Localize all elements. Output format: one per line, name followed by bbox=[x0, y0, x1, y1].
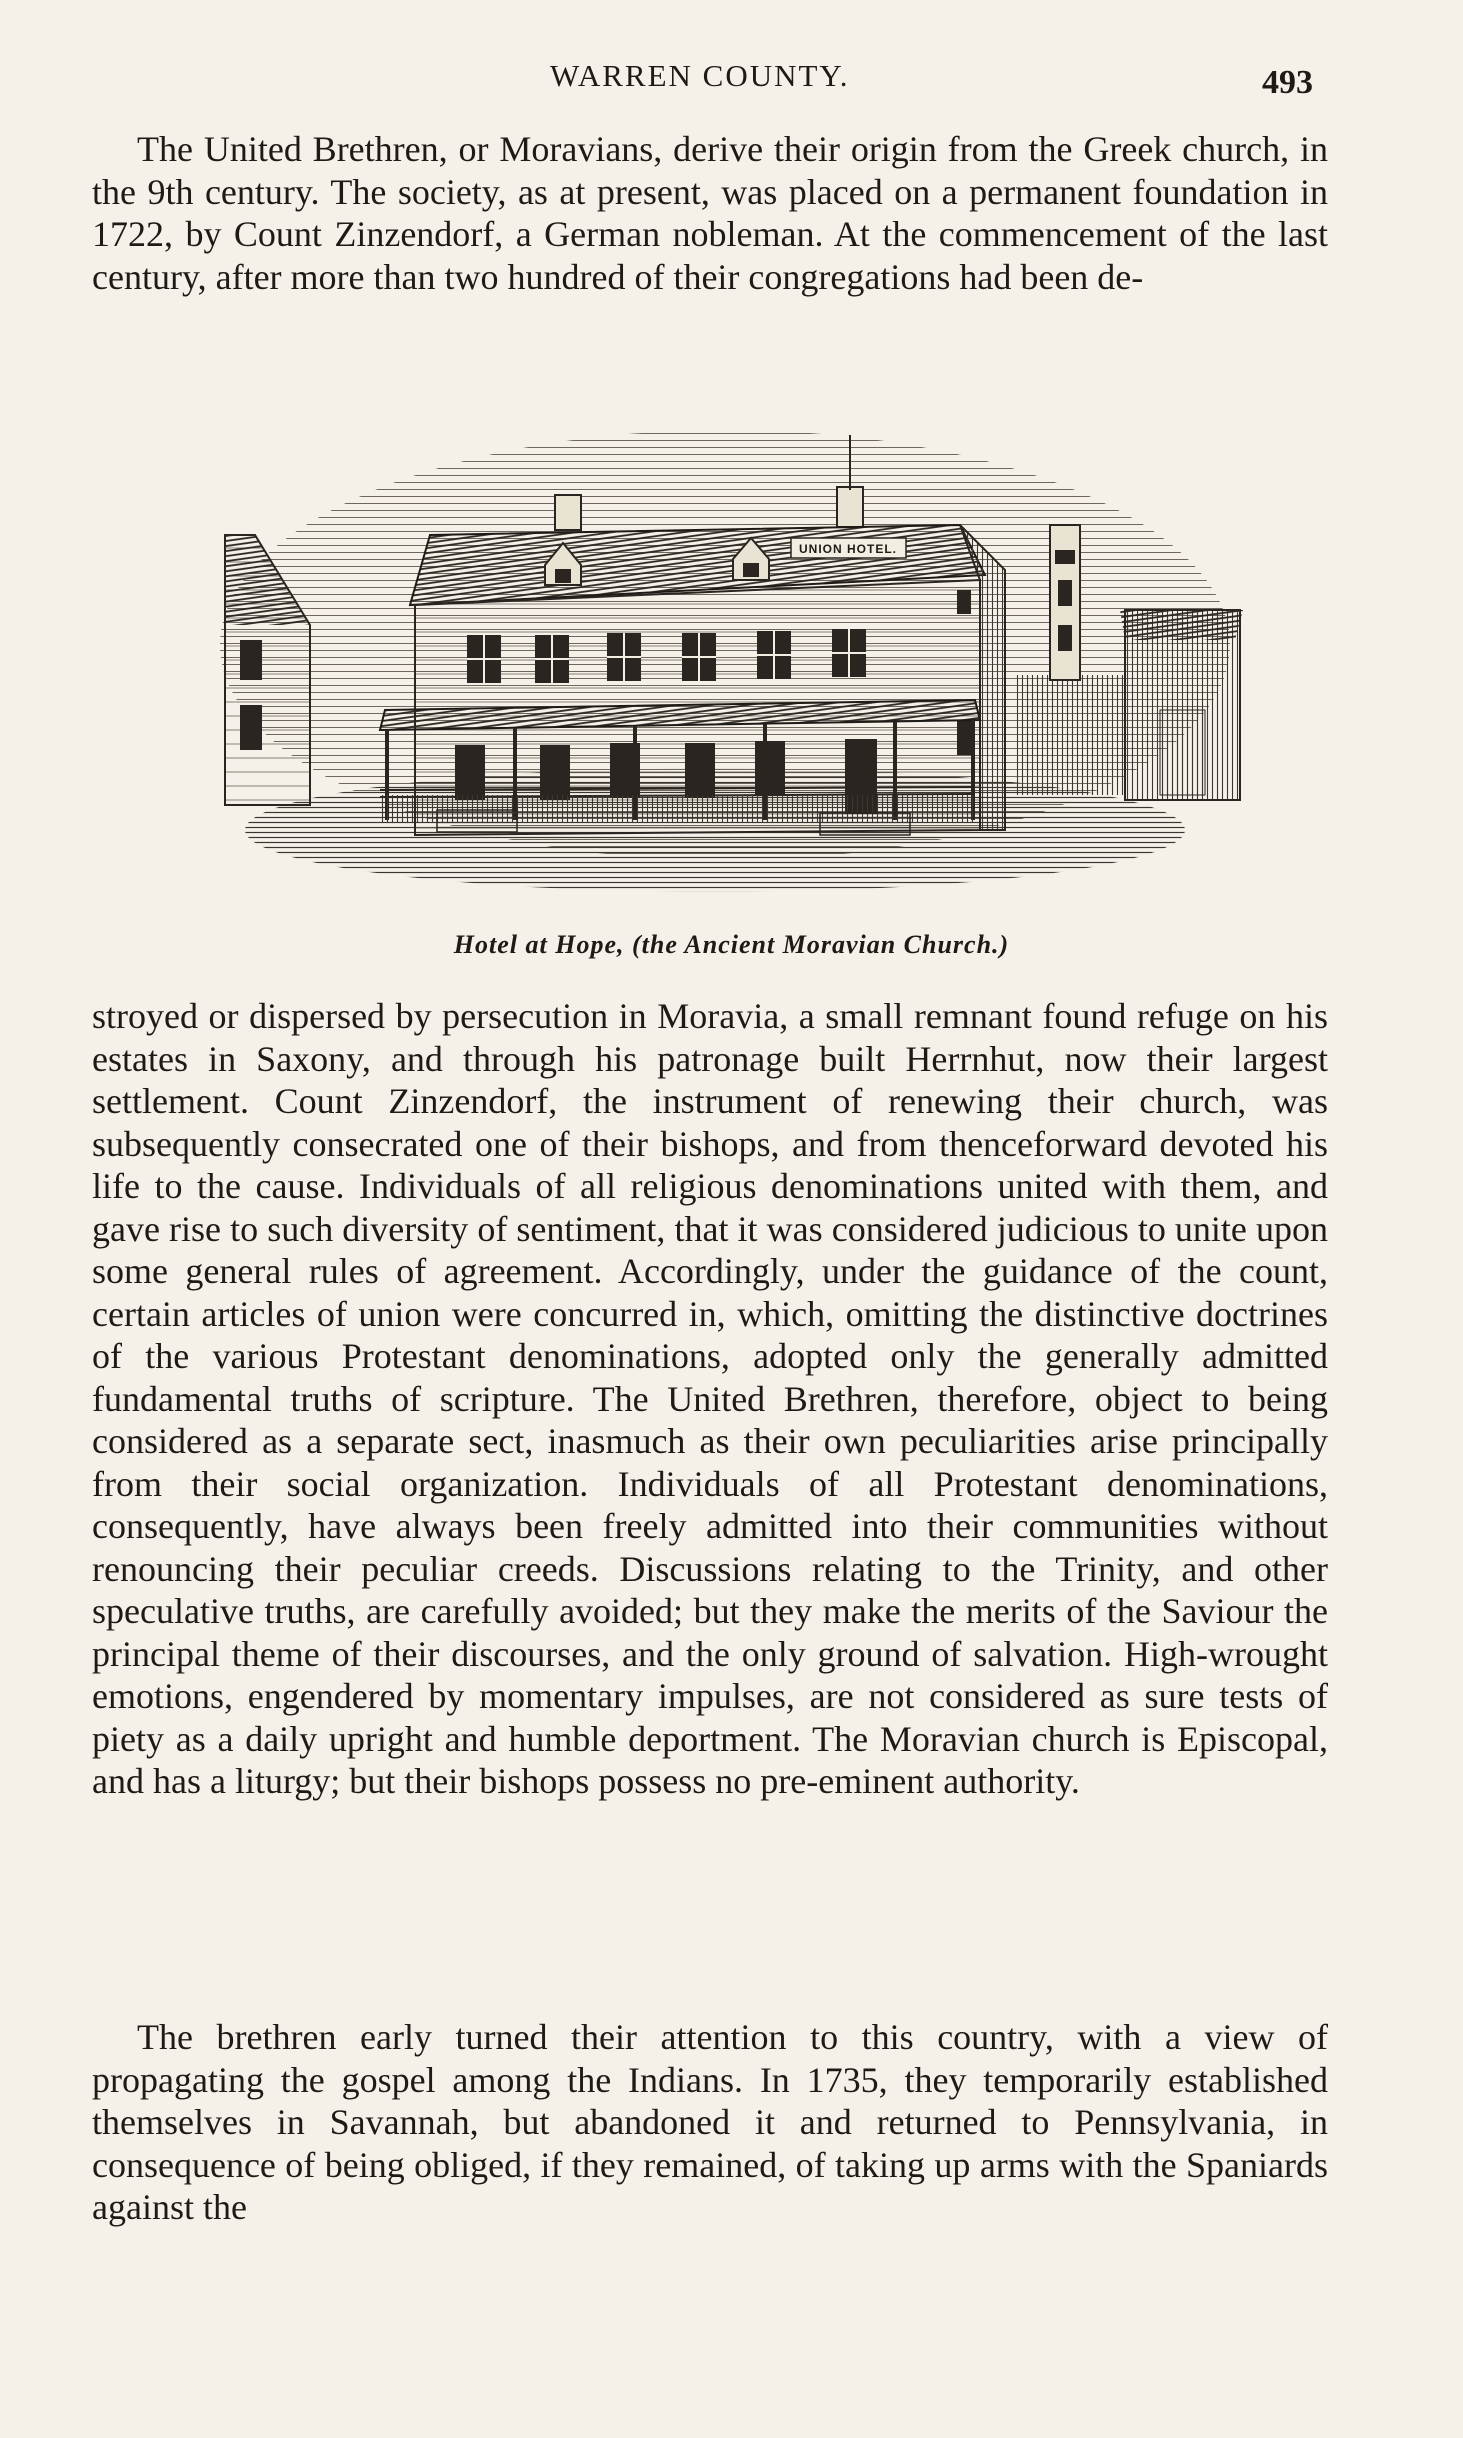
paragraph-3 bbox=[92, 2016, 1328, 2229]
paragraph-1-text: The United Brethren, or Moravians, derive their origin from the Greek church, in the 9th century. The society, as at present, was placed on a permanent foundation in 1722, by Count Zinzendorf, a German nobleman. At the commencement of the last century, after more than two hundred of their congregations had been de- bbox=[92, 129, 1328, 297]
paragraph-2: stroyed or dispersed by persecution in Moravia, a small remnant found refuge on his estates in Saxony, and through his patronage built Herrnhut, now their largest settlement. Count Zinzendorf, the instrument of renewing their church, was subsequently consecrated one of their bishops, and from thenceforward devoted his life to the cause. Individuals of all religious denominations united with them, and gave rise to such diversity of sentiment, that it was considered judicious to unite upon some general rules of agreement. Accordingly, under the guidance of the count, certain articles of union were concurred in, which, omitting the distinctive doctrines of the various Protestant denominations, adopted only the generally admitted fundamental truths of scripture. The United Brethren, therefore, object to being considered as a separate sect, inasmuch as their own peculiarities arise principally from their social organization. Individuals of all Protestant denominations, consequently, have always been freely admitted into their communities without renouncing their peculiar creeds. Discussions relating to the Trinity, and other speculative truths, are carefully avoided; but they make the merits of the Saviour the principal theme of their discourses, and the only ground of salvation. High-wrought emotions, engendered by momentary impulses, are not considered as sure tests of piety as a daily upright and humble deportment. The Moravian church is Episcopal, and has a liturgy; but their bishops possess no pre-eminent authority. bbox=[92, 996, 1328, 1801]
running-head bbox=[0, 58, 1463, 106]
paragraph-3-text: The brethren early turned their attention to this country, with a view of propagating the gospel among the Indians. In 1735, they temporarily established themselves in Savannah, but abandoned it and returned to Pennsylvania, in consequence of being obliged, if they remained, of taking up arms with the Spaniards against the bbox=[92, 2017, 1328, 2227]
hotel-engraving-illustration bbox=[205, 395, 1245, 915]
figure-caption: Hotel at Hope, (the Ancient Moravian Church.) bbox=[453, 930, 1010, 959]
union-hotel-sign: UNION HOTEL. bbox=[799, 542, 897, 556]
page-number: 493 bbox=[1262, 64, 1313, 101]
running-title: WARREN COUNTY. bbox=[550, 58, 850, 93]
paragraph-1 bbox=[92, 128, 1328, 298]
